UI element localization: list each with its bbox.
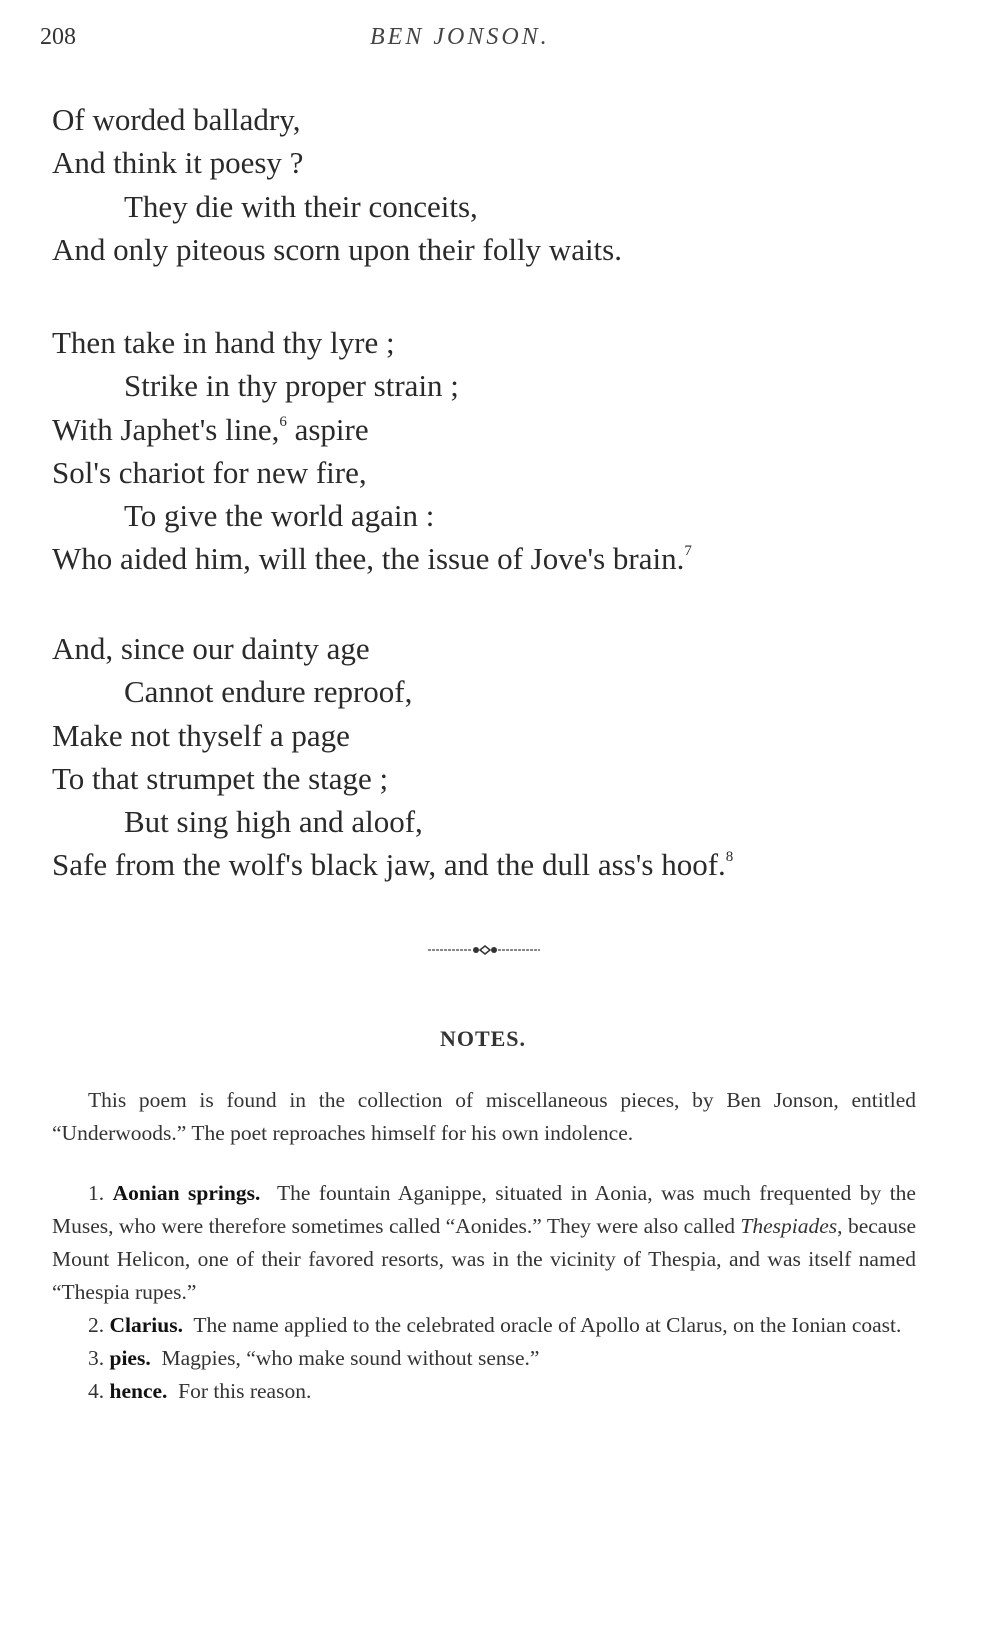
poem-line: And only piteous scorn upon their folly waits. <box>52 231 622 267</box>
note-italic: Thespiades <box>740 1214 838 1238</box>
note-text: , because Mount Helicon, one of their favored resorts, was in the vicinity of Thespia, and was itself named “Thespia rupes.” <box>52 1214 916 1304</box>
poem-line: But sing high and aloof, <box>124 804 423 840</box>
note-text: The name applied to the celebrated oracle of Apollo at Clarus, on the Ionian coast. <box>193 1313 902 1337</box>
line-text: aspire <box>286 411 369 447</box>
note-term: pies. <box>109 1346 151 1370</box>
line-text: Safe from the wolf's black jaw, and the dull ass's hoof. <box>52 847 726 883</box>
poem-line: Cannot endure reproof, <box>124 674 413 710</box>
poem-line: Strike in thy proper strain ; <box>124 368 459 404</box>
poem-line: To give the world again : <box>124 498 435 534</box>
poem-line <box>52 537 952 580</box>
note-number: 2. <box>88 1313 105 1337</box>
poem-line: And, since our dainty age <box>52 631 370 666</box>
poem-stanza-2 <box>52 321 952 581</box>
section-divider-ornament <box>428 942 540 958</box>
note-term: hence. <box>109 1379 168 1403</box>
page-number: 208 <box>40 24 76 50</box>
poem-line <box>52 408 952 451</box>
notes-heading: NOTES. <box>439 1026 527 1051</box>
footnote-ref: 6 <box>279 413 287 430</box>
poem-line: They die with their conceits, <box>124 188 478 224</box>
note-item <box>52 1342 916 1375</box>
line-text: Who aided him, will thee, the issue of Jove's brain. <box>52 541 685 577</box>
notes-section <box>52 1084 916 1408</box>
poem-line: Sol's chariot for new fire, <box>52 454 367 490</box>
poem-line: And think it poesy ? <box>52 145 304 181</box>
poem-line: To that strumpet the stage ; <box>52 760 389 796</box>
footnote-ref: 7 <box>684 543 692 560</box>
note-text: The fountain Aganippe, situated in Aonia, was much frequented by the Muses, who were therefore sometimes called “Aonides.” They were also called <box>52 1181 916 1238</box>
note-item <box>52 1309 916 1342</box>
notes-intro: This poem is found in the collection of miscellaneous pieces, by Ben Jonson, entitled “Underwoods.” The poet reproaches himself for his own indolence. <box>52 1088 916 1145</box>
line-text: With Japhet's line, <box>52 411 280 447</box>
poem-line: Make not thyself a page <box>52 717 350 753</box>
poem-stanza-1 <box>52 98 952 271</box>
note-number: 3. <box>88 1346 105 1370</box>
note-text: Magpies, “who make sound without sense.” <box>161 1346 540 1370</box>
footnote-ref: 8 <box>725 849 734 866</box>
note-item <box>52 1177 916 1309</box>
note-number: 4. <box>88 1379 105 1403</box>
note-item <box>52 1375 916 1408</box>
note-term: Aonian springs. <box>112 1181 261 1205</box>
note-text: For this reason. <box>178 1379 312 1403</box>
running-title: BEN JONSON. <box>370 24 550 50</box>
poem-line: Of worded balladry, <box>52 102 301 137</box>
poem-line: Then take in hand thy lyre ; <box>52 325 395 360</box>
note-number: 1. <box>88 1181 105 1205</box>
poem-stanza-3 <box>52 627 952 887</box>
poem-line <box>52 843 952 886</box>
note-term: Clarius. <box>109 1313 183 1337</box>
